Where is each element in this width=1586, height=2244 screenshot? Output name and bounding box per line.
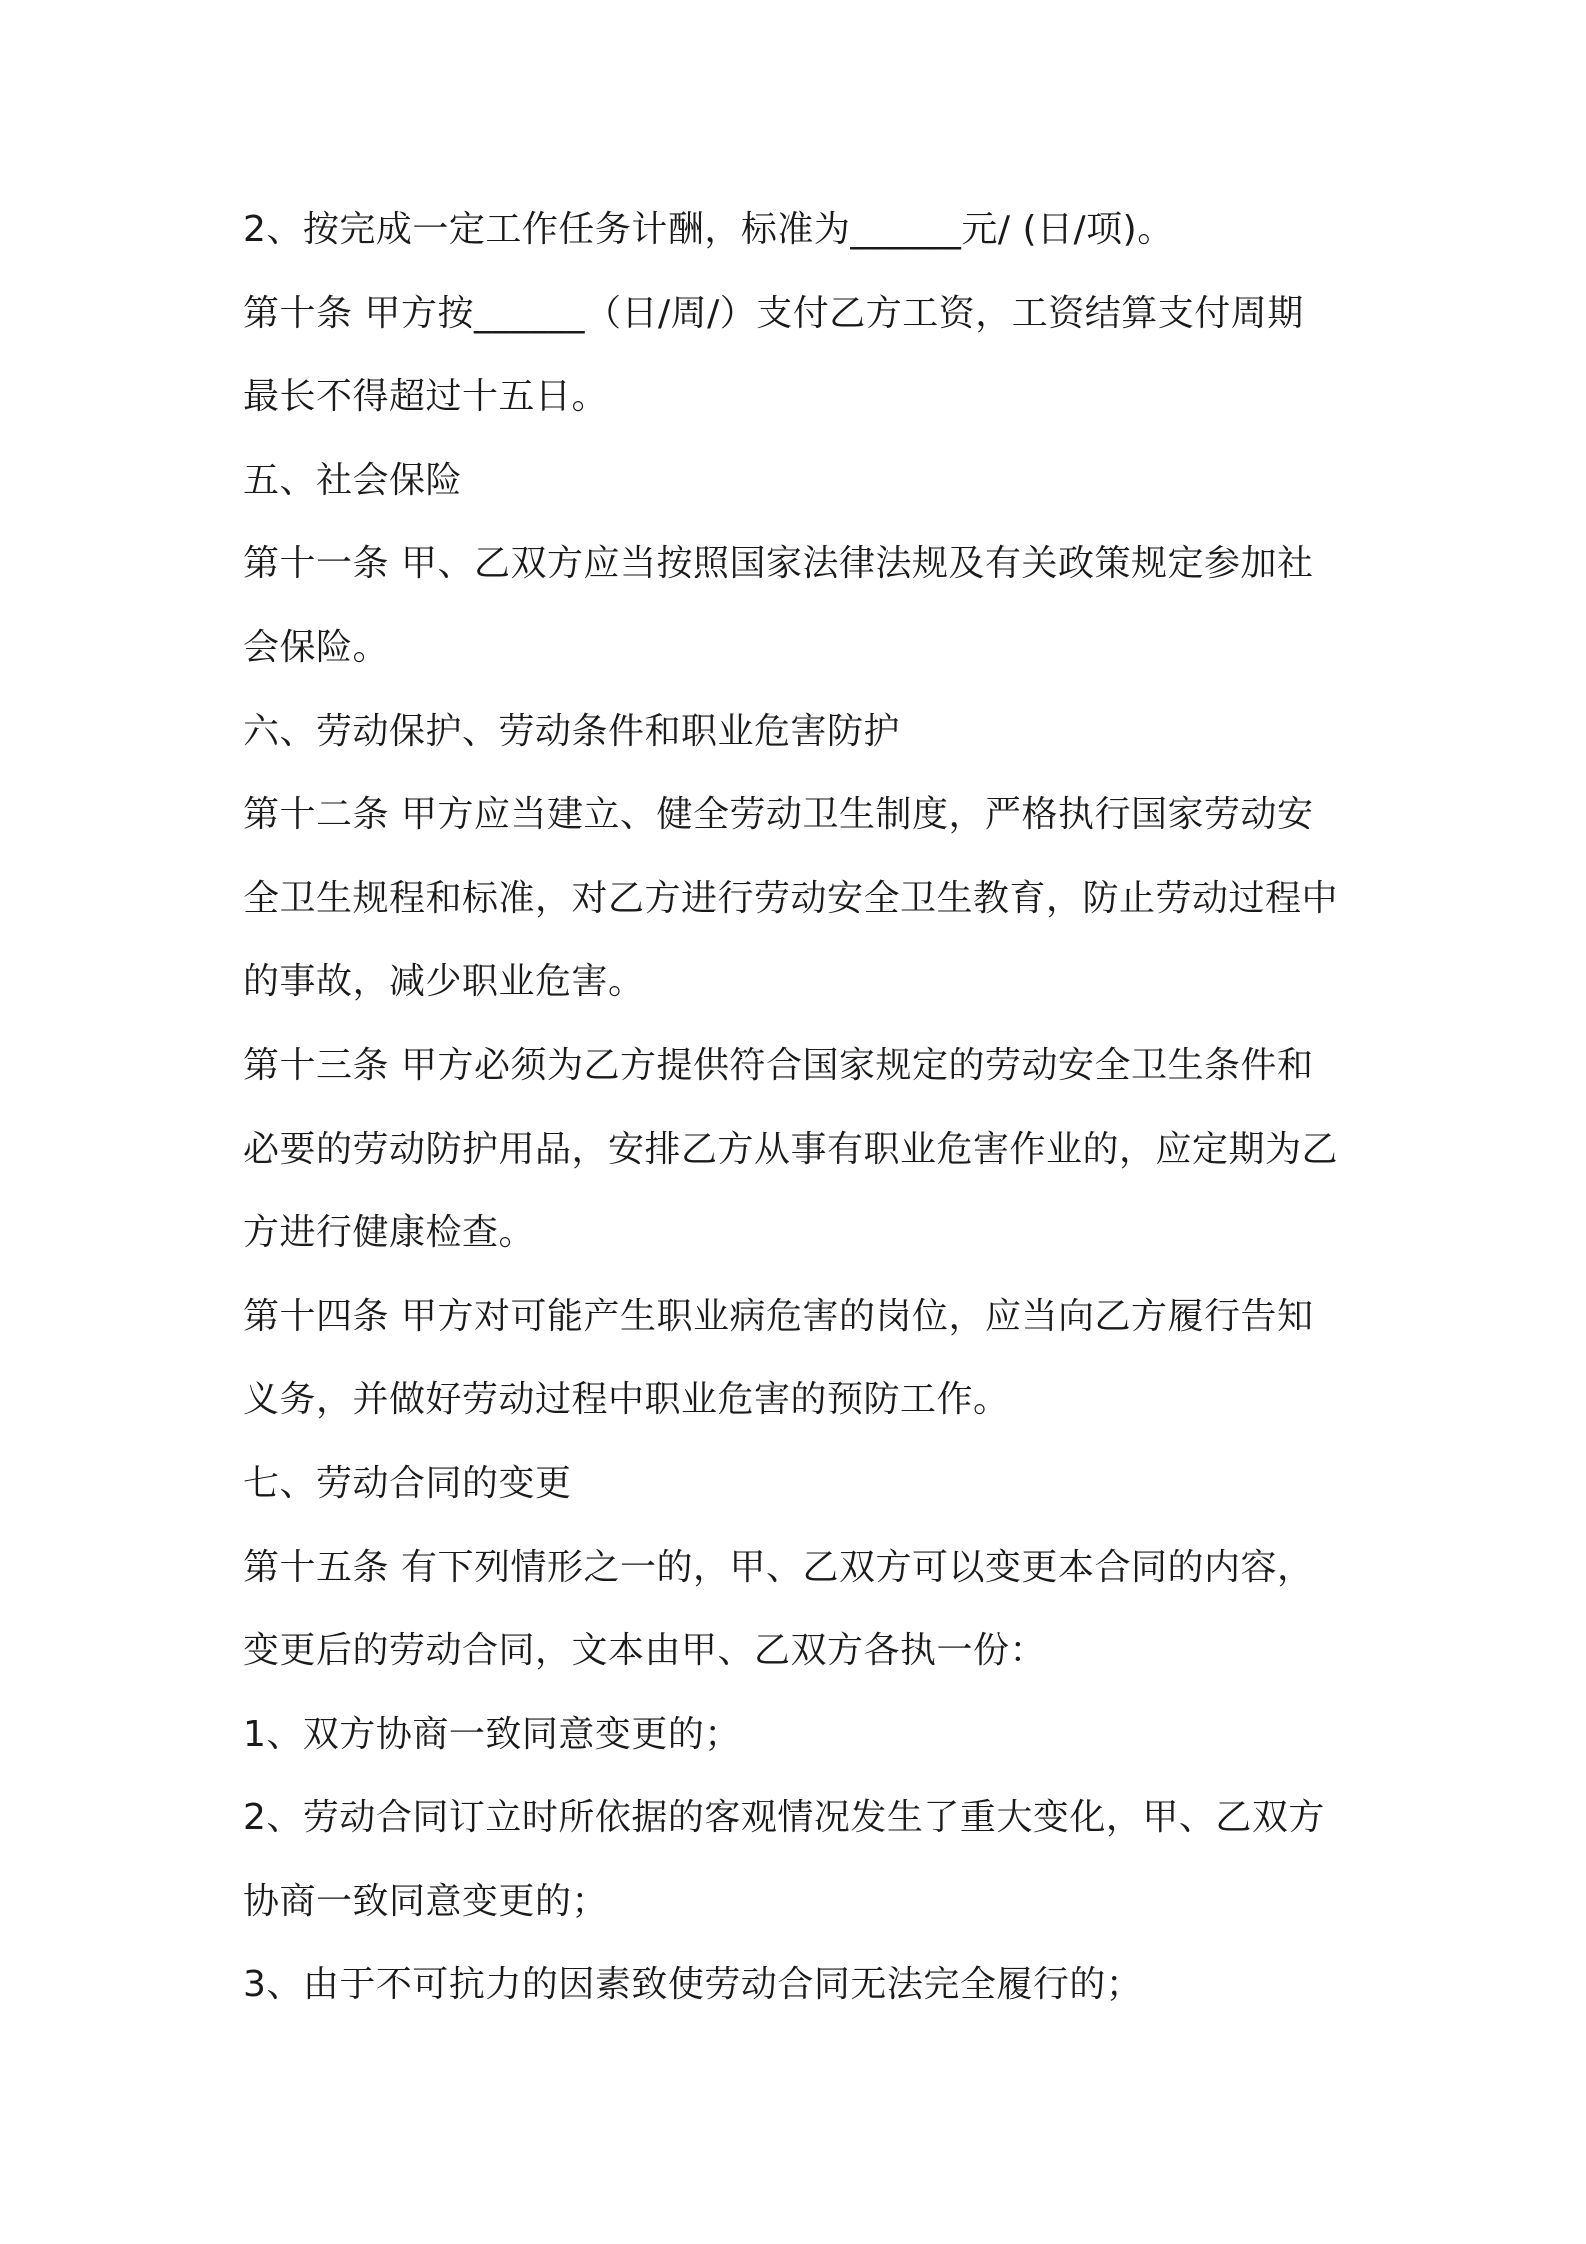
list-item-2-line-2: 协商一致同意变更的； xyxy=(243,1880,609,1922)
article-15-line-1: 第十五条 有下列情形之一的，甲、乙双方可以变更本合同的内容， xyxy=(243,1546,1314,1588)
article-13-line-1: 第十三条 甲方必须为乙方提供符合国家规定的劳动安全卫生条件和 xyxy=(243,1044,1314,1086)
list-item-2-line-1: 2、劳动合同订立时所依据的客观情况发生了重大变化，甲、乙双方 xyxy=(243,1797,1325,1839)
section-heading-labor-protection: 六、劳动保护、劳动条件和职业危害防护 xyxy=(243,710,901,752)
list-item-1: 1、双方协商一致同意变更的； xyxy=(243,1713,741,1755)
section-heading-contract-change: 七、劳动合同的变更 xyxy=(243,1462,572,1504)
article-10-line-2: 最长不得超过十五日。 xyxy=(243,376,609,418)
article-12-line-3: 的事故，减少职业危害。 xyxy=(243,961,645,1003)
document-body xyxy=(243,198,1363,2037)
article-12-line-2: 全卫生规程和标准，对乙方进行劳动安全卫生教育，防止劳动过程中 xyxy=(243,877,1339,919)
article-15-line-2: 变更后的劳动合同，文本由甲、乙双方各执一份： xyxy=(243,1630,1047,1672)
section-heading-social-insurance: 五、社会保险 xyxy=(243,459,463,501)
list-item-3: 3、由于不可抗力的因素致使劳动合同无法完全履行的； xyxy=(243,1964,1143,2006)
article-11-line-2: 会保险。 xyxy=(243,626,390,668)
article-11-line-1: 第十一条 甲、乙双方应当按照国家法律法规及有关政策规定参加社 xyxy=(243,543,1314,585)
article-14-line-2: 义务，并做好劳动过程中职业危害的预防工作。 xyxy=(243,1379,1010,1421)
article-13-line-2: 必要的劳动防护用品，安排乙方从事有职业危害作业的，应定期为乙 xyxy=(243,1128,1339,1170)
article-14-line-1: 第十四条 甲方对可能产生职业病危害的岗位，应当向乙方履行告知 xyxy=(243,1295,1314,1337)
article-10-line-1: 第十条 甲方按______（日/周/）支付乙方工资，工资结算支付周期 xyxy=(243,292,1304,334)
article-13-line-3: 方进行健康检查。 xyxy=(243,1212,536,1254)
article-12-line-1: 第十二条 甲方应当建立、健全劳动卫生制度，严格执行国家劳动安 xyxy=(243,794,1314,836)
clause-2-piecework-rate: 2、按完成一定工作任务计酬，标准为______元/ (日/项)。 xyxy=(243,209,1174,250)
